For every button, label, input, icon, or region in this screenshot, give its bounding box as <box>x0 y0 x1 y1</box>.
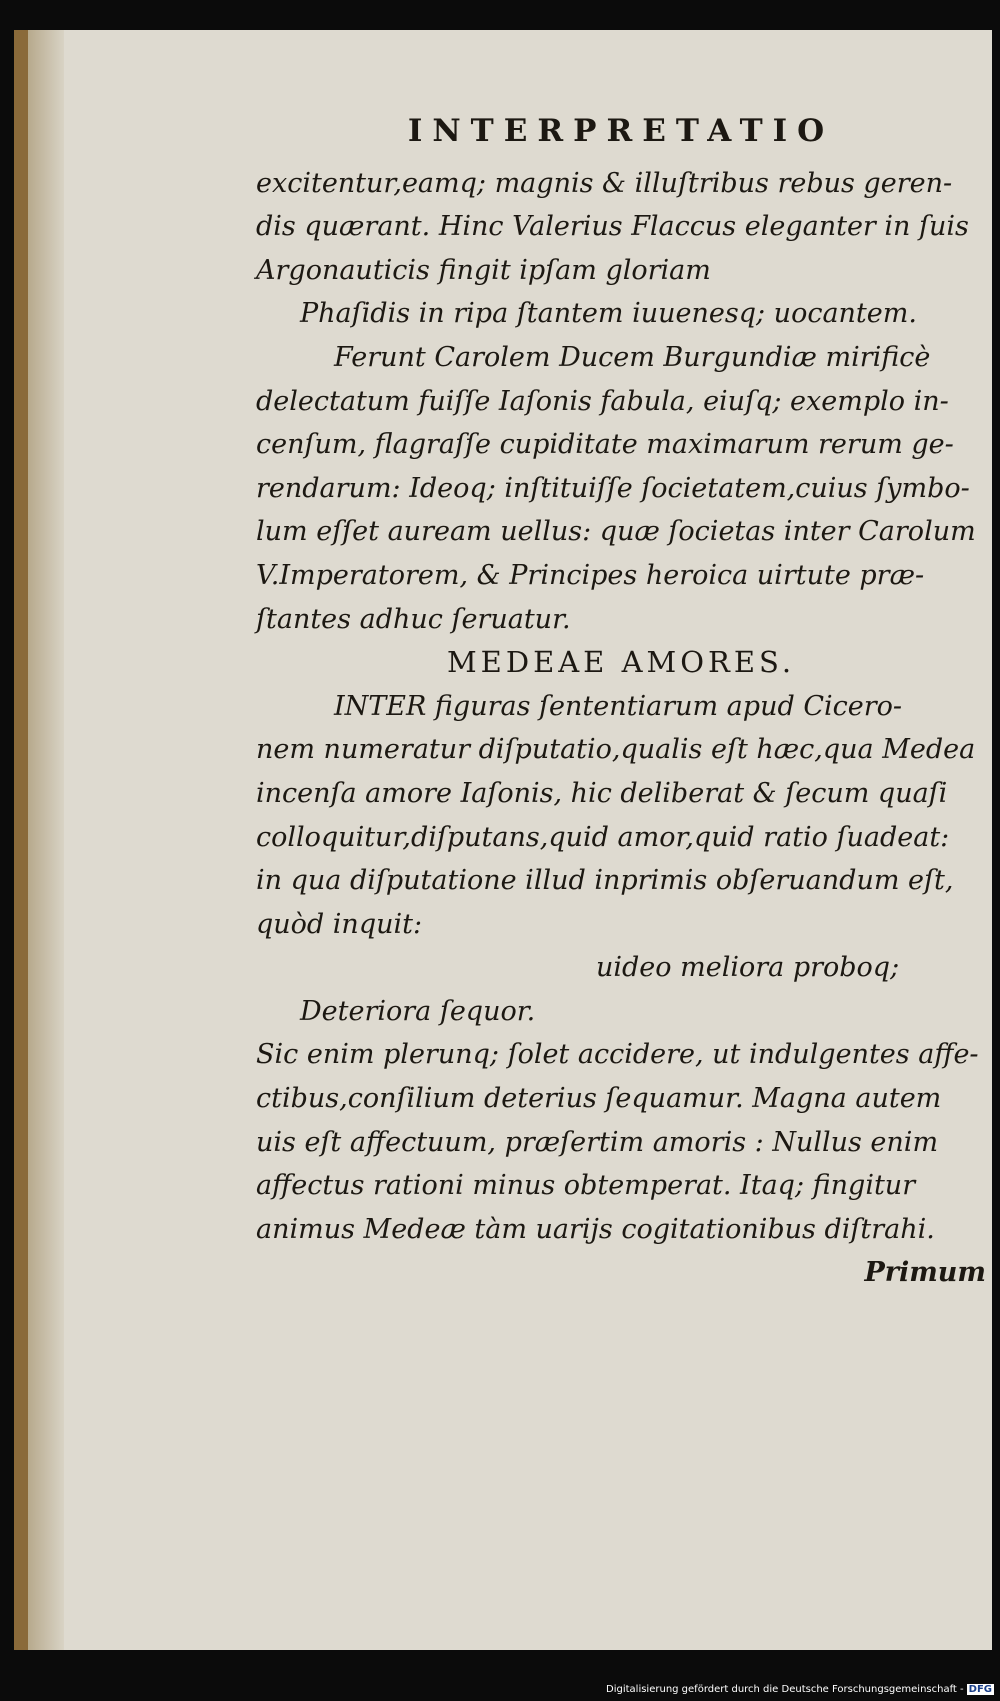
catchword: Primum <box>864 1257 986 1289</box>
text-line: uis eſt affectuum, præſertim amoris : Nullus enim <box>256 1126 939 1158</box>
text-line: animus Medeæ tàm uarijs cogitationibus diſtrahi. <box>256 1213 935 1245</box>
text-line: incenſa amore Iaſonis, hic deliberat & ſecum quaſi <box>256 777 948 809</box>
section-title: MEDEAE AMORES. <box>446 645 796 680</box>
verse-line: Deteriora ſequor. <box>300 995 536 1027</box>
text-line: Argonauticis fingit ipſam gloriam <box>256 254 711 286</box>
running-heading: INTERPRETATIO <box>407 113 835 149</box>
text-line: rendarum: Ideoq; inſtituiſſe ſocietatem,cuius ſymbo- <box>256 472 970 504</box>
text-line: colloquitur,diſputans,quid amor,quid ratio ſuadeat: <box>256 821 950 853</box>
text-line: quòd inquit: <box>256 908 423 940</box>
text-line: dis quærant. Hinc Valerius Flaccus eleganter in ſuis <box>256 211 969 243</box>
verse-line: uideo meliora proboq; <box>596 952 900 984</box>
dfg-logo: DFG <box>968 1684 992 1695</box>
book-page <box>14 30 992 1650</box>
text-line: ſtantes adhuc ſeruatur. <box>256 603 571 635</box>
text-line: lum eſſet auream uellus: quæ ſocietas inter Carolum <box>256 516 976 548</box>
text-line: in qua diſputatione illud inprimis obſeruandum eſt, <box>256 865 954 897</box>
text-line: affectus rationi minus obtemperat. Itaq; fingitur <box>256 1170 916 1202</box>
text-line: nem numeratur diſputatio,qualis eſt hæc,qua Medea <box>256 734 976 766</box>
page-gutter <box>28 30 64 1650</box>
text-line: ctibus,conſilium deterius ſequamur. Magna autem <box>256 1083 942 1115</box>
text-line: Ferunt Carolem Ducem Burgundiæ mirificè <box>334 341 931 373</box>
text-line: excitentur,eamq; magnis & illuſtribus rebus geren- <box>256 167 953 199</box>
footer-credit <box>606 1684 994 1695</box>
text-line: Sic enim plerunq; ſolet accidere, ut indulgentes affe- <box>256 1039 979 1071</box>
text-line: delectatum fuiſſe Iaſonis fabula, eiuſq; exemplo in- <box>256 385 949 417</box>
text-line: INTER figuras ſententiarum apud Cicero- <box>334 690 903 722</box>
text-line: V.Imperatorem, & Principes heroica uirtute præ- <box>256 559 925 591</box>
text-block <box>256 110 986 1295</box>
footer-text: Digitalisierung gefördert durch die Deutsche Forschungsgemeinschaft - <box>606 1684 964 1695</box>
verse-line: Phaſidis in ripa ſtantem iuuenesq; uocantem. <box>300 298 917 330</box>
text-line: cenſum, flagraſſe cupiditate maximarum rerum ge- <box>256 429 954 461</box>
